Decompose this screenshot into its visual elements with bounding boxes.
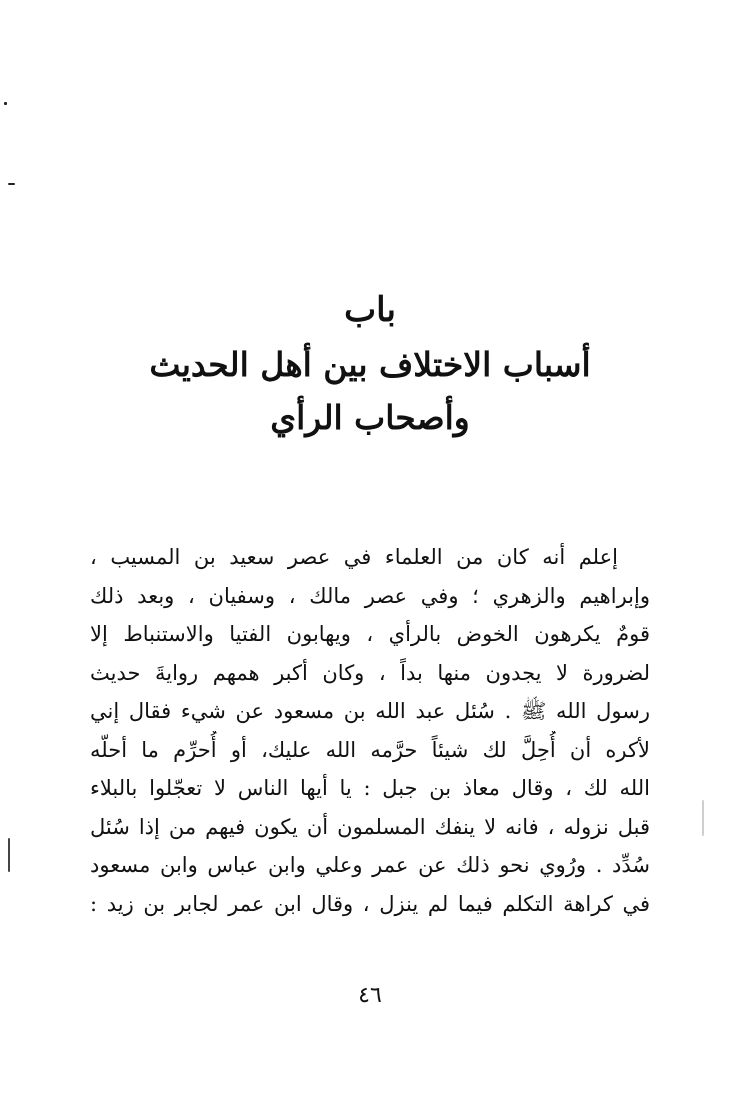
text-line: وإبراهيم والزهري ؛ وفي عصر مالك ، وسفيان ، وبعد ذلك — [90, 583, 650, 608]
margin-speck — [702, 800, 704, 836]
margin-speck — [4, 102, 7, 105]
text-line: الله لك ، وقال معاذ بن جبل : يا أيها الناس لا تعجّلوا بالبلاء — [90, 776, 650, 800]
text-line: لأكره أن أُحِلَّ لك شيئاً حرَّمه الله عليك، أو أُحرِّم ما أحلّه — [90, 737, 650, 762]
margin-speck — [8, 183, 15, 185]
chapter-label: باب — [344, 290, 396, 330]
text-line: رسول الله ﷺ . سُئل عبد الله بن مسعود عن شيء فقال إني — [90, 699, 650, 723]
text-line: قبل نزوله ، فانه لا ينفك المسلمون أن يكون فيهم من إذا سُئل — [90, 814, 650, 839]
text-line: قومٌ يكرهون الخوض بالرأي ، ويهابون الفتيا والاستنباط إلا — [90, 622, 650, 646]
text-line: سُدِّد . ورُوي نحو ذلك عن عمر وعلي وابن عباس وابن مسعود — [90, 853, 650, 877]
text-line: لضرورة لا يجدون منها بداً ، وكان أكبر همهم روايةَ حديث — [90, 660, 650, 685]
body-paragraph — [90, 538, 650, 923]
text-line: في كراهة التكلم فيما لم ينزل ، وقال ابن عمر لجابر بن زيد : — [90, 891, 650, 916]
chapter-title-line-2: وأصحاب الرأي — [270, 398, 470, 437]
page-number: ٤٦ — [358, 983, 382, 1008]
text-line: إعلم أنه كان من العلماء في عصر سعيد بن المسيب ، — [90, 545, 618, 569]
chapter-title-line-1: أسباب الاختلاف بين أهل الحديث — [149, 345, 591, 384]
margin-speck — [8, 838, 10, 872]
